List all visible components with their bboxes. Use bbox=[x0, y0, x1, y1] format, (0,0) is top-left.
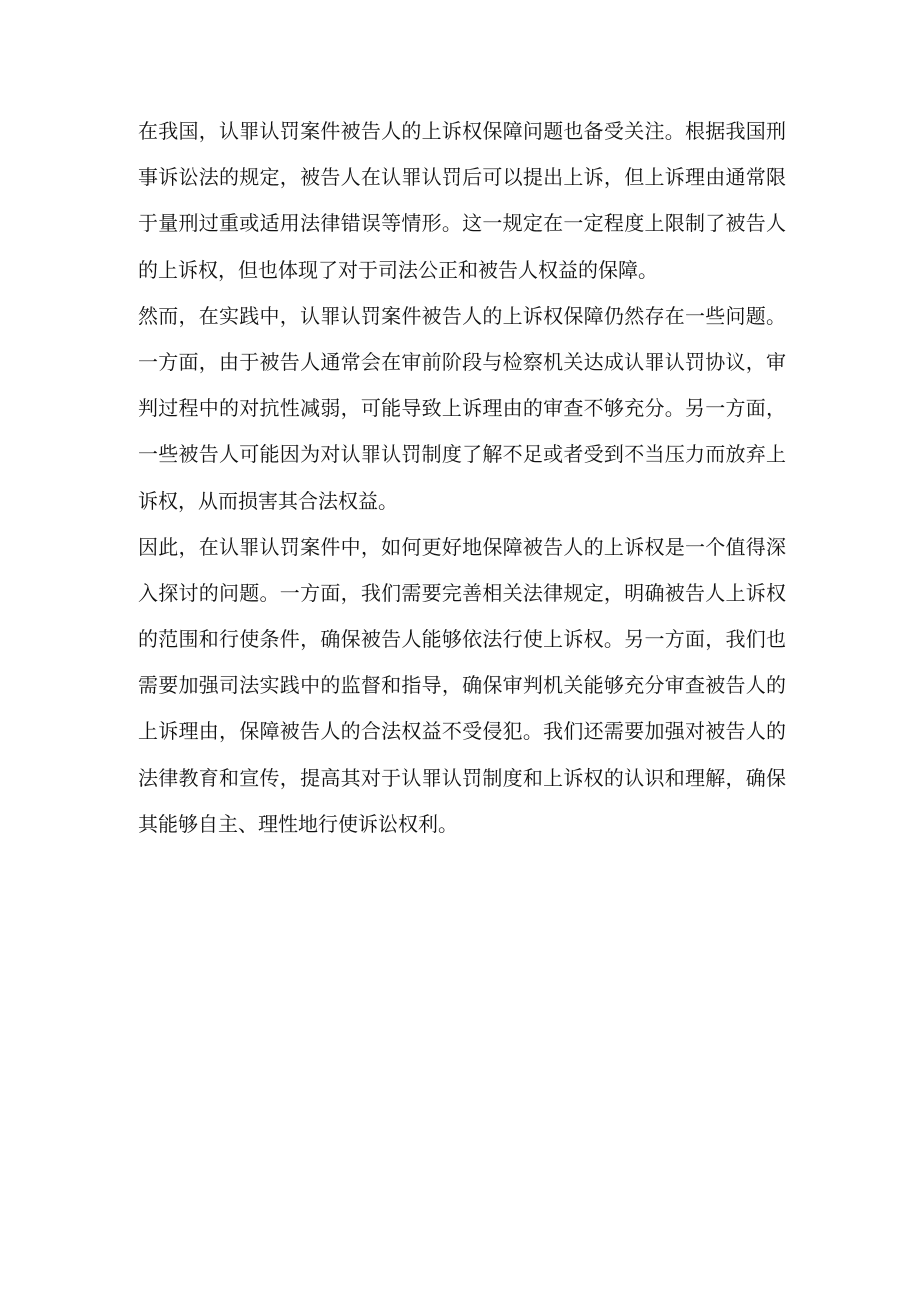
document-body bbox=[138, 108, 786, 847]
paragraph-line: 法律教育和宣传，提高其对于认罪认罚制度和上诉权的认识和理解，确保 bbox=[138, 765, 786, 790]
paragraph-line: 于量刑过重或适用法律错误等情形。这一规定在一定程度上限制了被告人 bbox=[138, 211, 786, 236]
paragraph-line: 的范围和行使条件，确保被告人能够依法行使上诉权。另一方面，我们也 bbox=[138, 627, 786, 652]
paragraph-line: 上诉理由，保障被告人的合法权益不受侵犯。我们还需要加强对被告人的 bbox=[138, 719, 786, 744]
paragraph-1 bbox=[138, 108, 786, 293]
paragraph-line: 一些被告人可能因为对认罪认罚制度了解不足或者受到不当压力而放弃上 bbox=[138, 442, 786, 467]
paragraph-line: 然而，在实践中，认罪认罚案件被告人的上诉权保障仍然存在一些问题。 bbox=[138, 303, 786, 328]
paragraph-2 bbox=[138, 293, 786, 524]
paragraph-line: 因此，在认罪认罚案件中，如何更好地保障被告人的上诉权是一个值得深 bbox=[138, 534, 786, 559]
paragraph-line: 判过程中的对抗性减弱，可能导致上诉理由的审查不够充分。另一方面， bbox=[138, 396, 786, 421]
paragraph-line: 需要加强司法实践中的监督和指导，确保审判机关能够充分审查被告人的 bbox=[138, 673, 786, 698]
paragraph-line: 诉权，从而损害其合法权益。 bbox=[138, 488, 398, 513]
paragraph-3 bbox=[138, 524, 786, 847]
paragraph-line: 事诉讼法的规定，被告人在认罪认罚后可以提出上诉，但上诉理由通常限 bbox=[138, 165, 786, 190]
paragraph-line: 入探讨的问题。一方面，我们需要完善相关法律规定，明确被告人上诉权 bbox=[138, 580, 786, 605]
paragraph-line: 的上诉权，但也体现了对于司法公正和被告人权益的保障。 bbox=[138, 257, 658, 282]
paragraph-line: 在我国，认罪认罚案件被告人的上诉权保障问题也备受关注。根据我国刑 bbox=[138, 119, 786, 143]
paragraph-line: 一方面，由于被告人通常会在审前阶段与检察机关达成认罪认罚协议，审 bbox=[138, 349, 786, 374]
paragraph-line: 其能够自主、理性地行使诉讼权利。 bbox=[138, 811, 458, 836]
